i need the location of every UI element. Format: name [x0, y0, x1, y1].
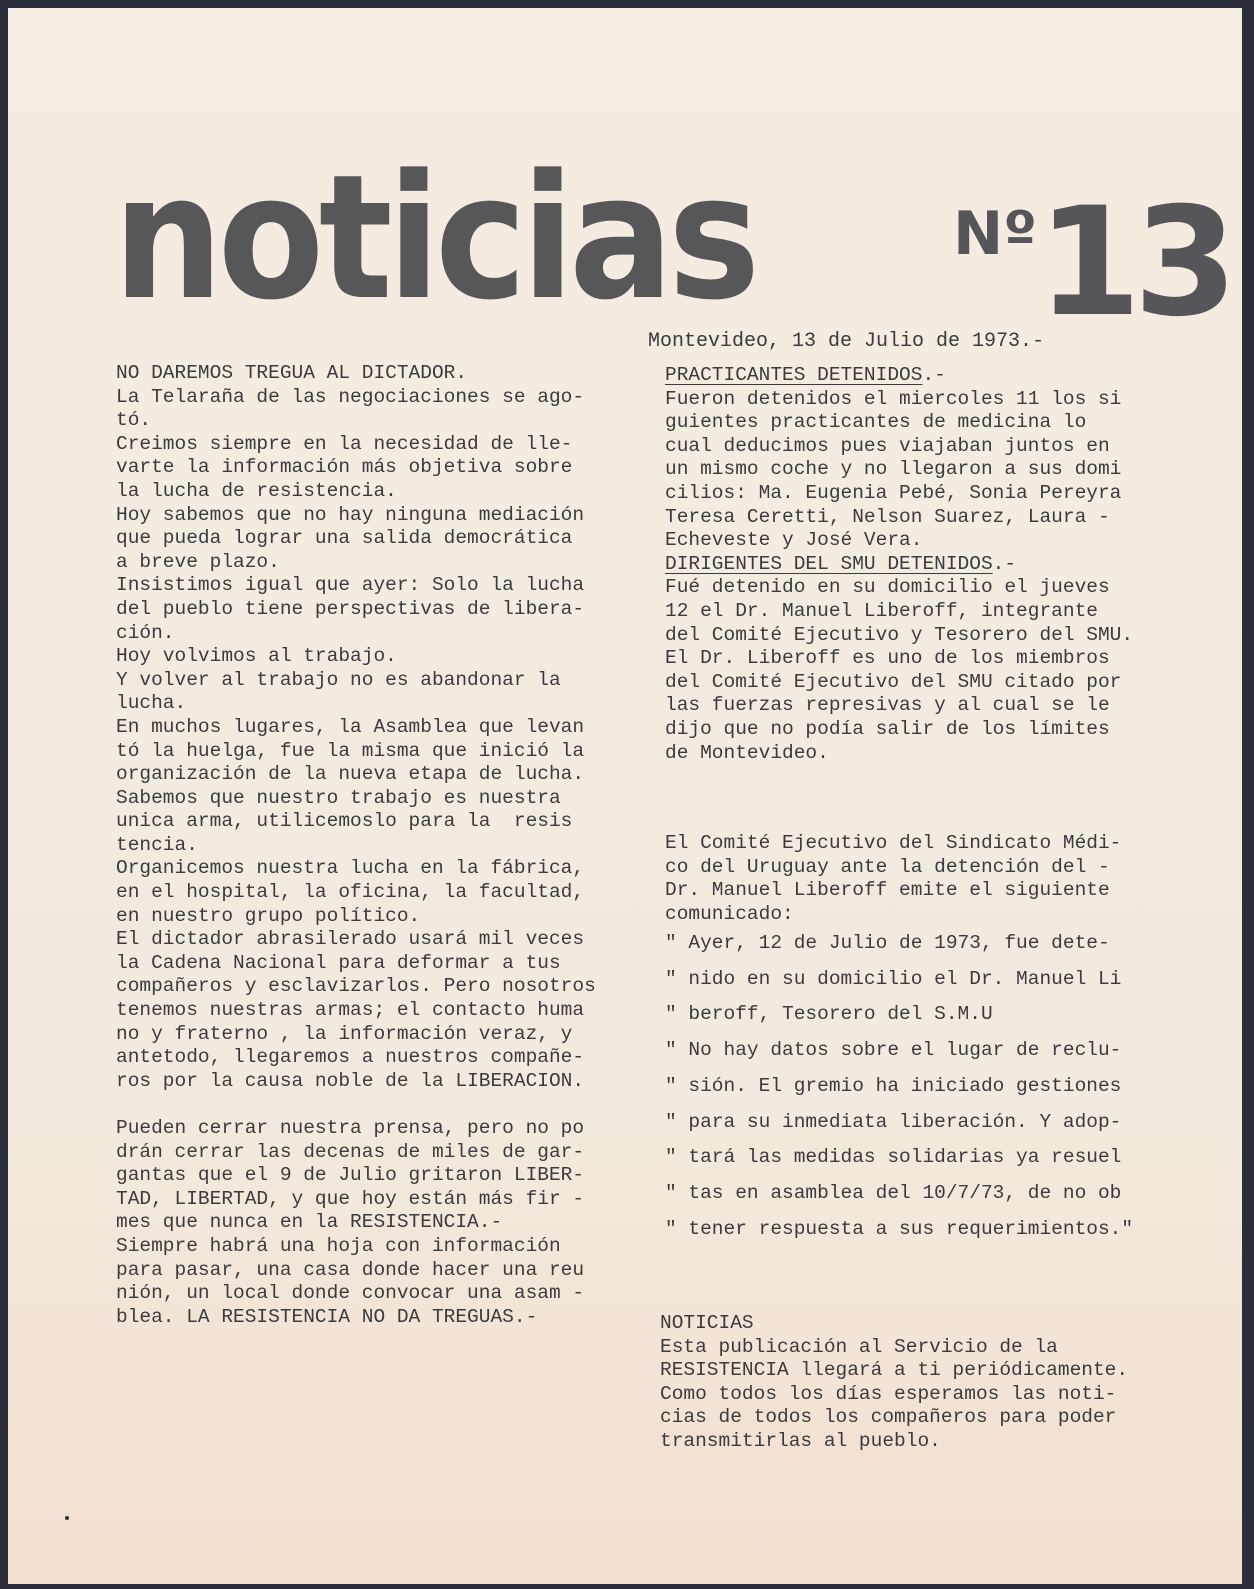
left-column-paragraph-1: NO DAREMOS TREGUA AL DICTADOR. La Telaraña de las negociaciones se ago- tó. Creimos siempre en la necesidad de lle- varte la información más objetiva sobre la lucha de resistencia. Hoy sabemos que no hay ninguna mediación que pueda lograr una salida democrática a breve plazo. Insistimos igual que ayer: Solo la lucha del pueblo tiene perspectivas de libera- ción. Hoy volvimos al trabajo. Y volver al trabajo no es abandonar la lucha. En muchos lugares, la Asamblea que levan tó la huelga, fue la misma que inició la organización de la nueva etapa de lucha. Sabemos que nuestro trabajo es nuestra unica arma, utilicemoslo para la resis tencia. Organicemos nuestra lucha en la fábrica, en el hospital, la oficina, la facultad, en nuestro grupo político. El dictador abrasilerado usará mil veces la Cadena Nacional para deformar a tus compañeros y esclavizarlos. Pero nosotros tenemos nuestras armas; el contacto huma no y fraterno , la información veraz, y antetodo, llegaremos a nuestros compañe- ros por la causa noble de la LIBERACION.	[116, 362, 596, 1092]
left-column-paragraph-2: Pueden cerrar nuestra prensa, pero no po drán cerrar las decenas de miles de gar- gantas que el 9 de Julio gritaron LIBER- TAD, LIBERTAD, y que hoy están más fir - mes que nunca en la RESISTENCIA.- Siempre habrá una hoja con información para pasar, una casa donde hacer una reu nión, un local donde convocar una asam - blea. LA RESISTENCIA NO DA TREGUAS.-	[116, 1117, 585, 1328]
newsletter-page	[8, 8, 1242, 1584]
issue-number	[953, 176, 1230, 350]
heading-suffix: .-	[992, 552, 1017, 575]
practicantes-body: Fueron detenidos el miercoles 11 los si guientes practicantes de medicina lo cual deducimos pues viajaban juntos en un mismo coche y no llegaron a sus domi cilios: Ma. Eugenia Pebé, Sonia Pereyra Teresa Ceretti, Nelson Suarez, Laura - Echeveste y José Vera.	[665, 387, 1122, 552]
communique-quote: " Ayer, 12 de Julio de 1973, fue dete- " nido en su domicilio el Dr. Manuel Li " beroff, Tesorero del S.M.U " No hay datos sobre el lugar de reclu- " sión. El gremio ha iniciado gestiones " para su inmediata liberación. Y adop- " tará las medidas solidarias ya resuel " tas en asamblea del 10/7/73, de no ob " tener respuesta a sus requerimientos."	[665, 932, 1134, 1240]
heading-practicantes-detenidos: PRACTICANTES DETENIDOS	[665, 364, 923, 386]
left-column	[116, 362, 596, 1329]
masthead-title: noticias	[113, 137, 755, 338]
communique-intro: El Comité Ejecutivo del Sindicato Médi- co del Uruguay ante la detención del - Dr. Manuel Liberoff emite el siguiente comunicado:	[665, 832, 1122, 925]
dateline: Montevideo, 13 de Julio de 1973.-	[648, 330, 1045, 353]
dirigentes-body: Fué detenido en su domicilio el jueves 12 el Dr. Manuel Liberoff, integrante del Comité Ejecutivo y Tesorero del SMU. El Dr. Liberoff es uno de los miembros del Comité Ejecutivo del SMU citado por las fuerzas represivas y al cual se le dijo que no podía salir de los límites de Montevideo.	[665, 576, 1134, 764]
right-column-detentions	[665, 364, 1133, 765]
notice-footer: NOTICIAS Esta publicación al Servicio de la RESISTENCIA llegará a ti periódicamente. Como todos los días esperamos las noti- cias de todos los compañeros para poder transmitirlas al pueblo.	[660, 1312, 1129, 1452]
heading-suffix: .-	[922, 364, 946, 386]
issue-number-value: 13	[1037, 176, 1230, 350]
ink-speck	[65, 1516, 69, 1520]
issue-number-prefix: Nº	[953, 199, 1038, 269]
heading-dirigentes-smu: DIRIGENTES DEL SMU DETENIDOS	[665, 552, 993, 575]
